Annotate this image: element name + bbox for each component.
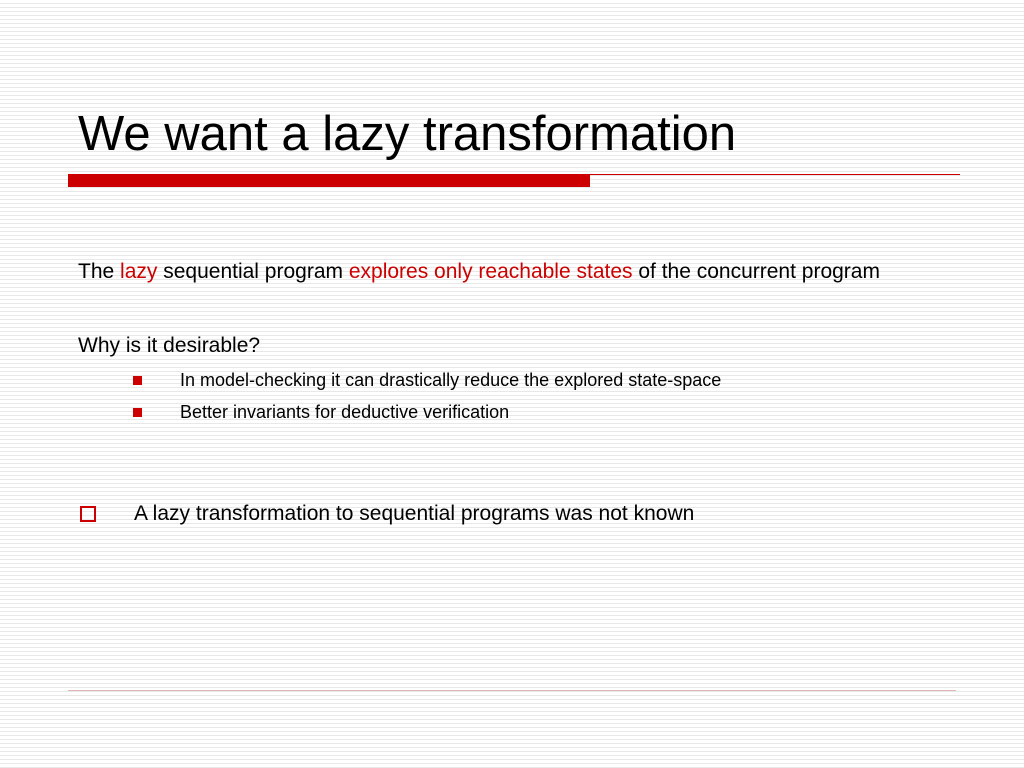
slide-body [78, 256, 968, 530]
intro-highlight-reachable: explores only reachable states [348, 260, 633, 283]
conclusion-text: A lazy transformation to sequential programs was not known [134, 502, 695, 525]
hollow-square-bullet-icon [80, 506, 96, 522]
title-underline-thin [590, 174, 960, 175]
intro-paragraph [78, 256, 968, 288]
why-list [78, 364, 968, 428]
intro-highlight-lazy: lazy [120, 260, 158, 283]
why-item-text: Better invariants for deductive verification [180, 402, 510, 422]
intro-text-2: sequential program [157, 260, 349, 283]
footer-rule [68, 690, 956, 691]
conclusion-item [78, 498, 968, 530]
why-item-text: In model-checking it can drastically reduce the explored state-space [180, 370, 722, 390]
filled-square-bullet-icon [133, 408, 142, 417]
intro-text-3: of the concurrent program [632, 260, 880, 283]
filled-square-bullet-icon [133, 376, 142, 385]
why-list-item [78, 364, 968, 396]
intro-text-1: The [78, 260, 121, 283]
why-question: Why is it desirable? [78, 334, 261, 357]
why-list-item [78, 396, 968, 428]
title-underline-thick [68, 174, 590, 187]
slide-title: We want a lazy transformation [78, 107, 737, 161]
